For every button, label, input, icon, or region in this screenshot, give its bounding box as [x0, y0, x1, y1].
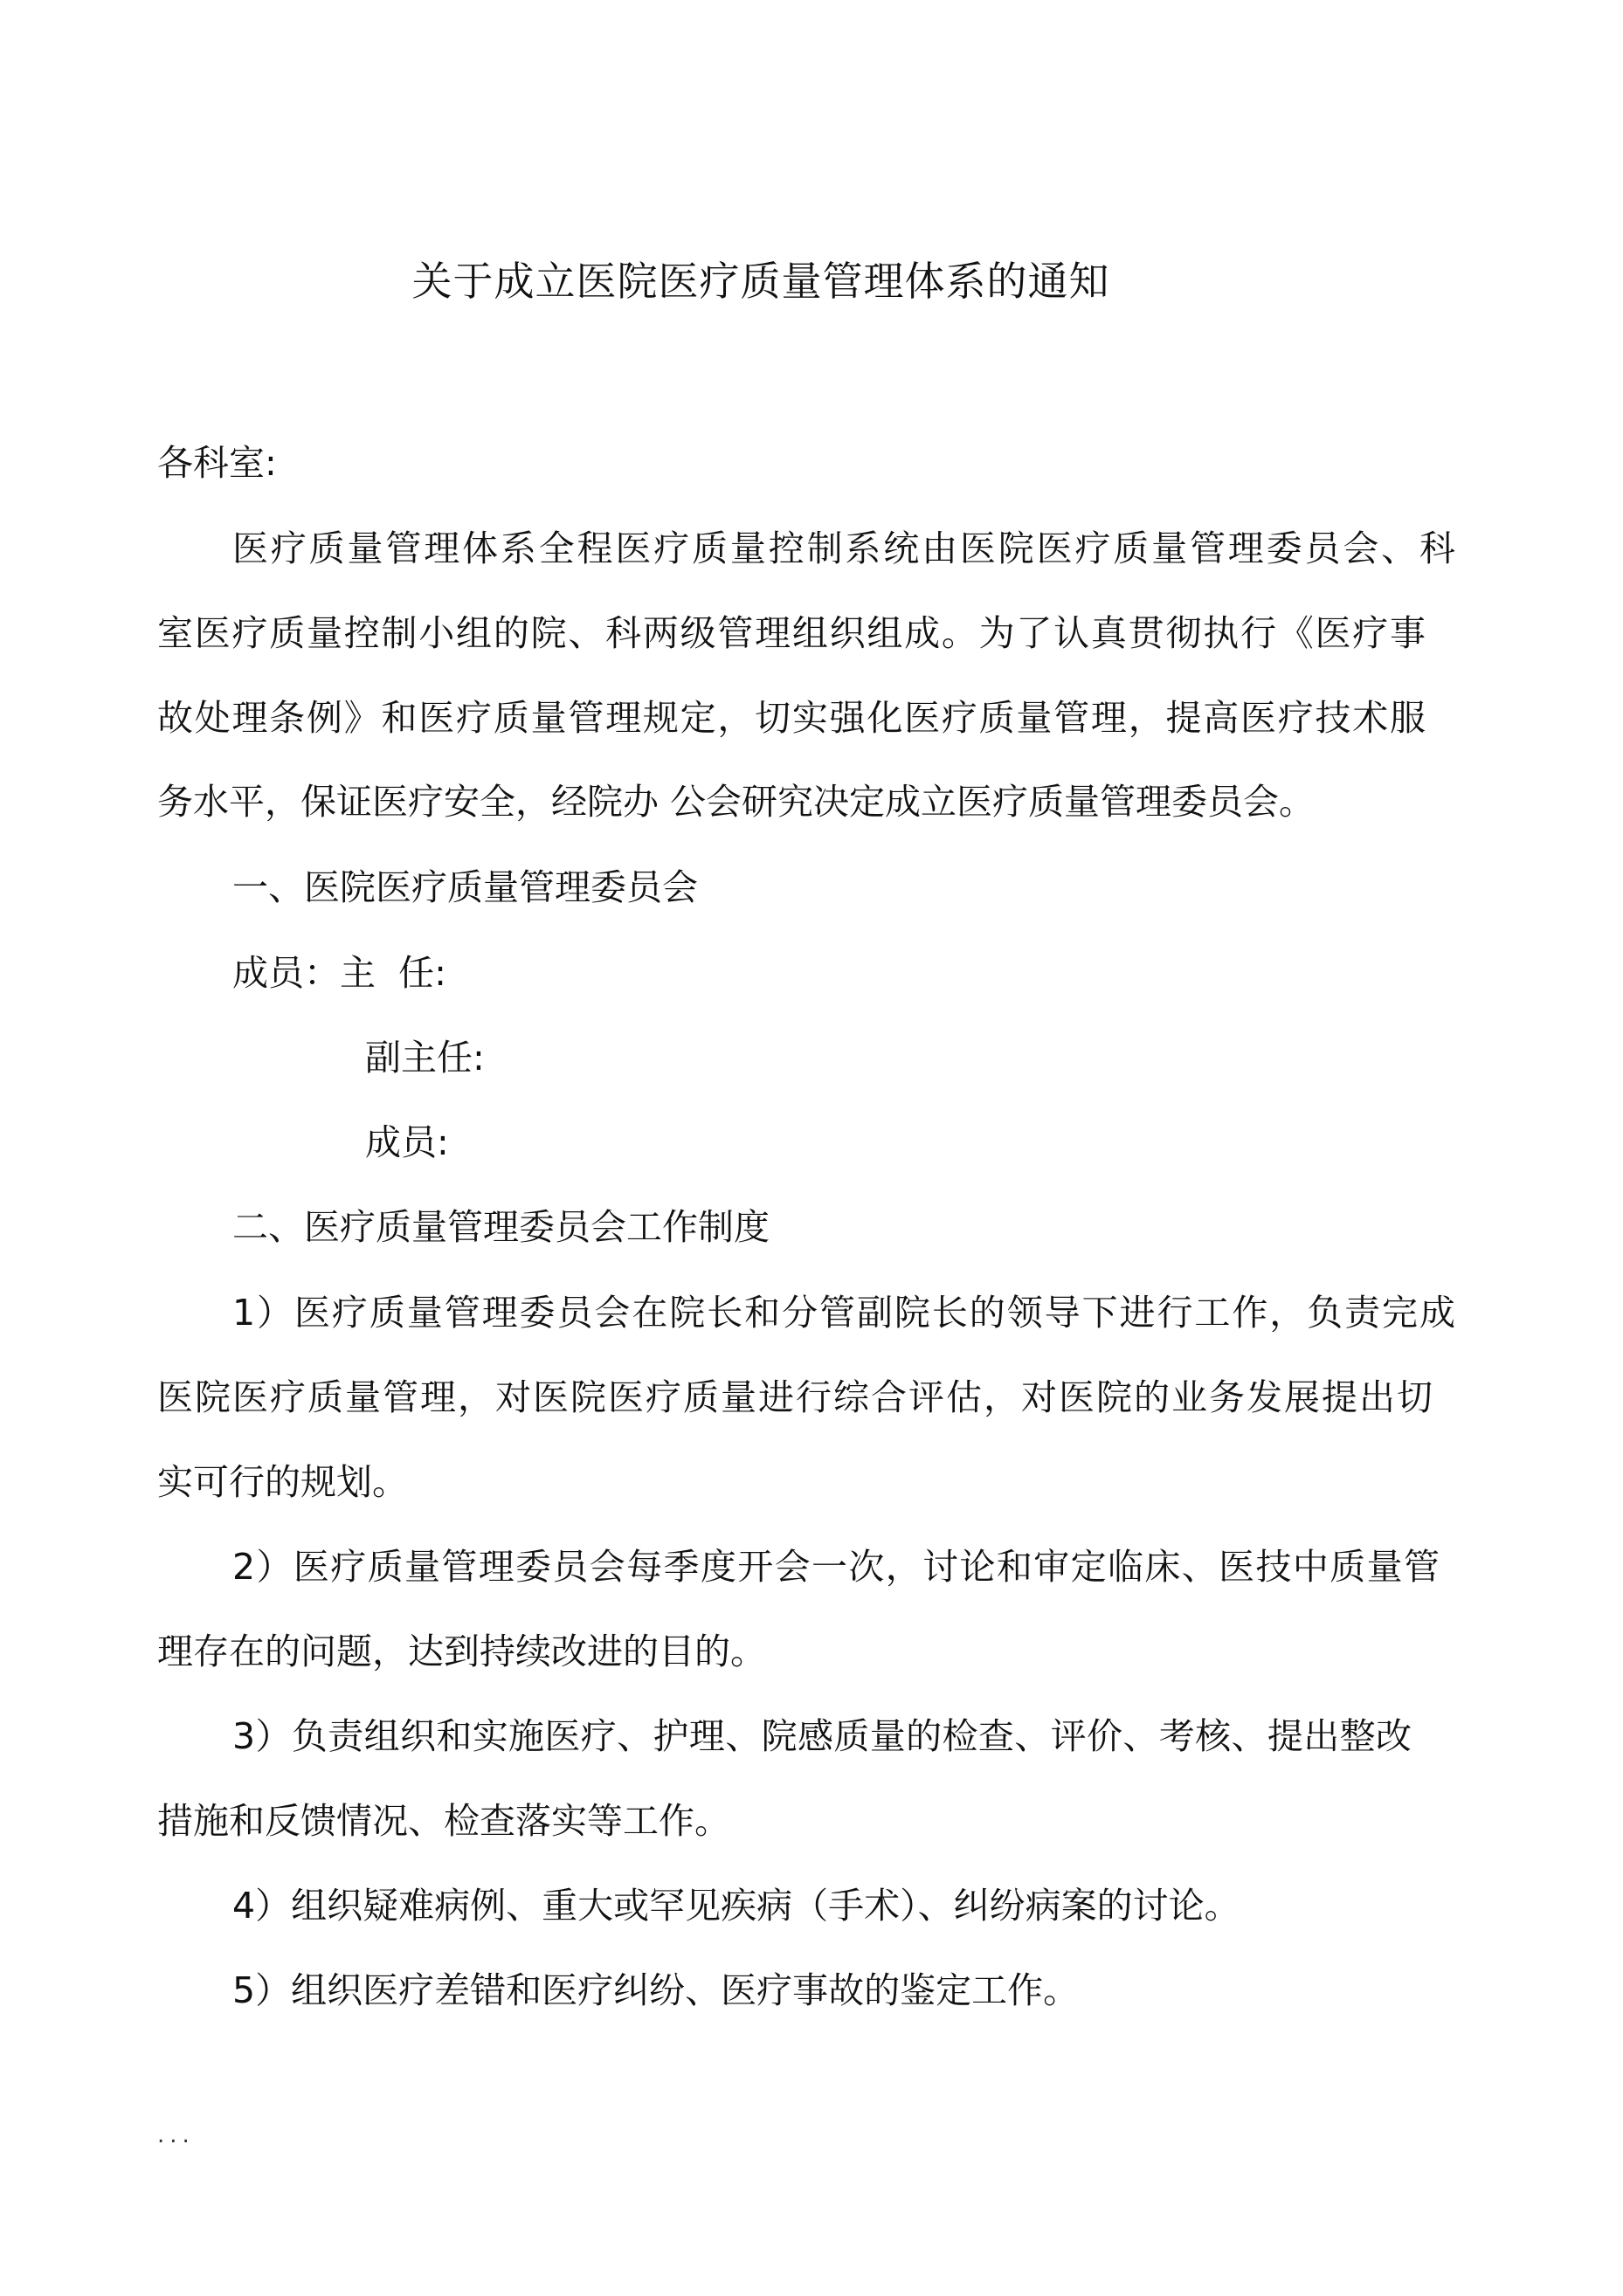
salutation: 各科室: — [157, 442, 277, 484]
document-title: 关于成立医院医疗质量管理体系的通知 — [411, 258, 1110, 305]
rule-item-4: 4）组织疑难病例、重大或罕见疾病（手术）、纠纷病案的讨论。 — [232, 1885, 1240, 1927]
member-label-members: 成员: — [365, 1121, 449, 1163]
rule-item-1-line-2: 医院医疗质量管理，对医院医疗质量进行综合评估，对医院的业务发展提出切 — [157, 1376, 1433, 1418]
rule-item-5: 5）组织医疗差错和医疗纠纷、医疗事故的鉴定工作。 — [232, 1969, 1080, 2011]
page-continuation-marker: ... — [157, 2122, 195, 2148]
paragraph-line: 医疗质量管理体系全程医疗质量控制系统由医院医疗质量管理委员会、科 — [232, 527, 1455, 569]
paragraph-line: 室医疗质量控制小组的院、科两级管理组织组成。为了认真贯彻执行《医疗事 — [157, 612, 1426, 654]
paragraph-line: 务水平，保证医疗安全，经院办 公会研究决定成立医疗质量管理委员会。 — [157, 781, 1316, 823]
section-heading-1: 一、医院医疗质量管理委员会 — [232, 866, 698, 908]
rule-item-3: 3）负责组织和实施医疗、护理、院感质量的检查、评价、考核、提出整改 — [232, 1715, 1412, 1757]
member-label-director: 成员：主 任: — [232, 952, 446, 994]
rule-item-2: 2）医疗质量管理委员会每季度开会一次，讨论和审定临床、医技中质量管 — [232, 1546, 1440, 1588]
rule-item-1-line-3: 实可行的规划。 — [157, 1461, 408, 1503]
rule-item-3-line-2: 措施和反馈情况、检查落实等工作。 — [157, 1800, 730, 1842]
member-label-deputy-director: 副主任: — [365, 1037, 485, 1079]
section-heading-2: 二、医疗质量管理委员会工作制度 — [232, 1206, 770, 1248]
paragraph-line: 故处理条例》和医疗质量管理规定，切实强化医疗质量管理，提高医疗技术服 — [157, 697, 1426, 739]
rule-item-1: 1）医疗质量管理委员会在院长和分管副院长的领导下进行工作，负责完成 — [232, 1292, 1455, 1334]
rule-item-2-line-2: 理存在的问题，达到持续改进的目的。 — [157, 1631, 766, 1672]
